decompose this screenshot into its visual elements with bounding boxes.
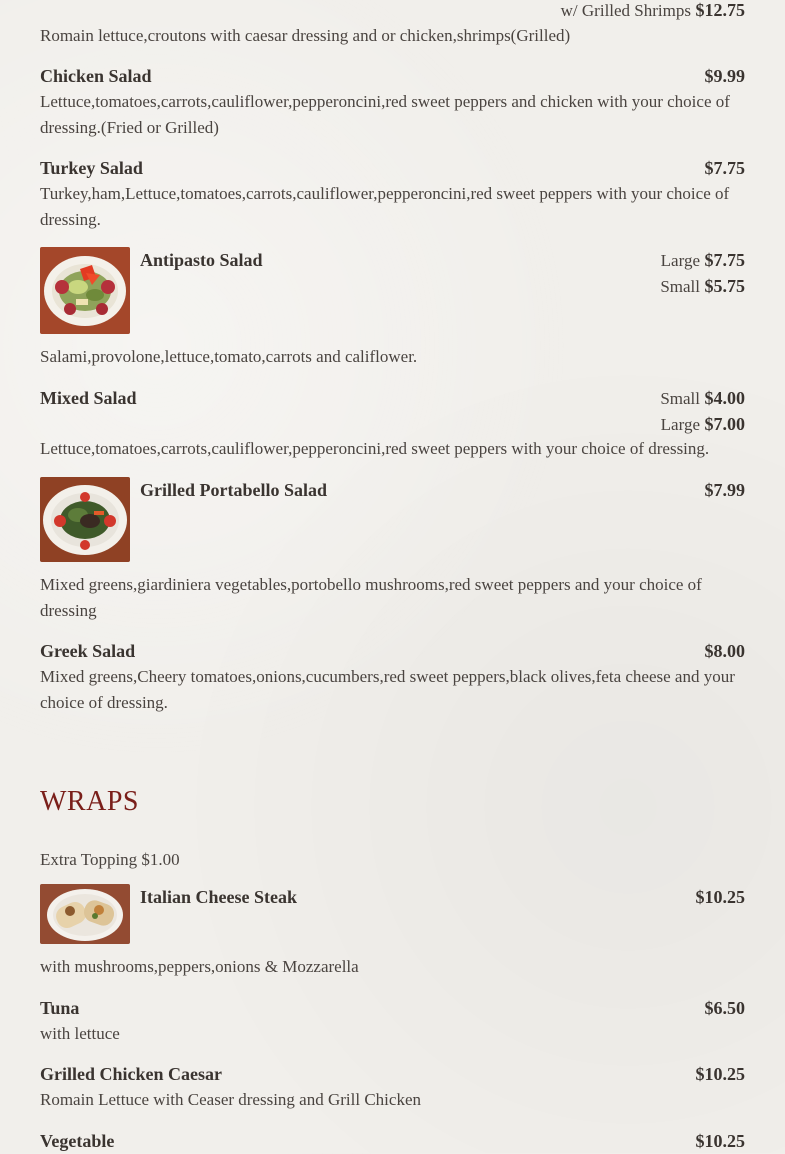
italian-cheese-steak-image: [40, 884, 130, 944]
price-label: Small: [660, 277, 700, 296]
caesar-price: [561, 0, 745, 24]
tuna-price: [705, 995, 746, 1021]
antipasto-salad-price-large: [661, 247, 745, 274]
italian-cheese-steak-photo[interactable]: [40, 884, 130, 944]
price-label: Small: [660, 389, 700, 408]
italian-cheese-steak-name: Italian Cheese Steak: [140, 887, 297, 907]
antipasto-salad-name: Antipasto Salad: [140, 250, 263, 270]
mixed-salad-description: Lettuce,tomatoes,carrots,cauliflower,pepperoncini,red sweet peppers with your choice of dressing.: [40, 439, 710, 458]
price-amount: $7.00: [704, 414, 745, 434]
wraps-note: Extra Topping $1.00: [40, 850, 180, 869]
price-amount: $9.99: [704, 66, 745, 86]
price-label: Large: [660, 251, 700, 270]
greek-salad-name: Greek Salad: [40, 641, 136, 661]
price-amount: $10.25: [695, 1131, 745, 1151]
portabello-salad-price: [705, 477, 746, 503]
turkey-salad-description: Turkey,ham,Lettuce,tomatoes,carrots,cauliflower,pepperoncini,red sweet peppers with your choice of dressing.: [40, 184, 730, 229]
price-amount: $8.00: [704, 641, 745, 661]
vegetable-price: [696, 1128, 746, 1154]
vegetable-name: Vegetable: [40, 1131, 115, 1151]
price-amount: $7.75: [704, 158, 745, 178]
price-amount: $5.75: [704, 276, 745, 296]
turkey-salad-price: [705, 155, 746, 181]
italian-cheese-steak-description: with mushrooms,peppers,onions & Mozzarella: [40, 957, 359, 976]
italian-cheese-steak-price: [696, 884, 746, 910]
grilled-chicken-caesar-price: [696, 1061, 746, 1087]
price-amount: $12.75: [695, 0, 745, 20]
price-label: Large: [660, 415, 700, 434]
price-amount: $7.99: [704, 480, 745, 500]
antipasto-salad-photo[interactable]: [40, 247, 130, 334]
caesar-description: Romain lettuce,croutons with caesar dressing and or chicken,shrimps(Grilled): [40, 26, 571, 45]
chicken-salad-name: Chicken Salad: [40, 66, 152, 86]
tuna-description: with lettuce: [40, 1024, 120, 1043]
mixed-salad-price-large: [661, 411, 745, 438]
mixed-salad-price-small: [660, 385, 745, 412]
price-amount: $10.25: [695, 1064, 745, 1084]
portabello-salad-image: [40, 477, 130, 562]
portabello-salad-name: Grilled Portabello Salad: [140, 480, 327, 500]
price-label: w/ Grilled Shrimps: [560, 1, 691, 20]
mixed-salad-name: Mixed Salad: [40, 388, 137, 408]
price-amount: $6.50: [704, 998, 745, 1018]
chicken-salad-price: [705, 63, 746, 89]
antipasto-salad-image: [40, 247, 130, 334]
antipasto-salad-price-small: [660, 273, 745, 300]
grilled-chicken-caesar-description: Romain Lettuce with Ceaser dressing and Grill Chicken: [40, 1090, 421, 1109]
antipasto-salad-description: Salami,provolone,lettuce,tomato,carrots and califlower.: [40, 347, 418, 366]
price-amount: $4.00: [704, 388, 745, 408]
price-amount: $10.25: [695, 887, 745, 907]
turkey-salad-name: Turkey Salad: [40, 158, 143, 178]
chicken-salad-description: Lettuce,tomatoes,carrots,cauliflower,pepperoncini,red sweet peppers and chicken with your choice of dressing.(Fried or Grilled): [40, 92, 730, 137]
portabello-salad-photo[interactable]: [40, 477, 130, 562]
portabello-salad-description: Mixed greens,giardiniera vegetables,portobello mushrooms,red sweet peppers and your choice of dressing: [40, 575, 702, 620]
tuna-name: Tuna: [40, 998, 80, 1018]
greek-salad-description: Mixed greens,Cheery tomatoes,onions,cucumbers,red sweet peppers,black olives,feta cheese and your choice of dressing.: [40, 667, 735, 712]
price-amount: $7.75: [704, 250, 745, 270]
greek-salad-price: [705, 638, 746, 664]
wraps-heading: WRAPS: [40, 786, 139, 817]
grilled-chicken-caesar-name: Grilled Chicken Caesar: [40, 1064, 222, 1084]
